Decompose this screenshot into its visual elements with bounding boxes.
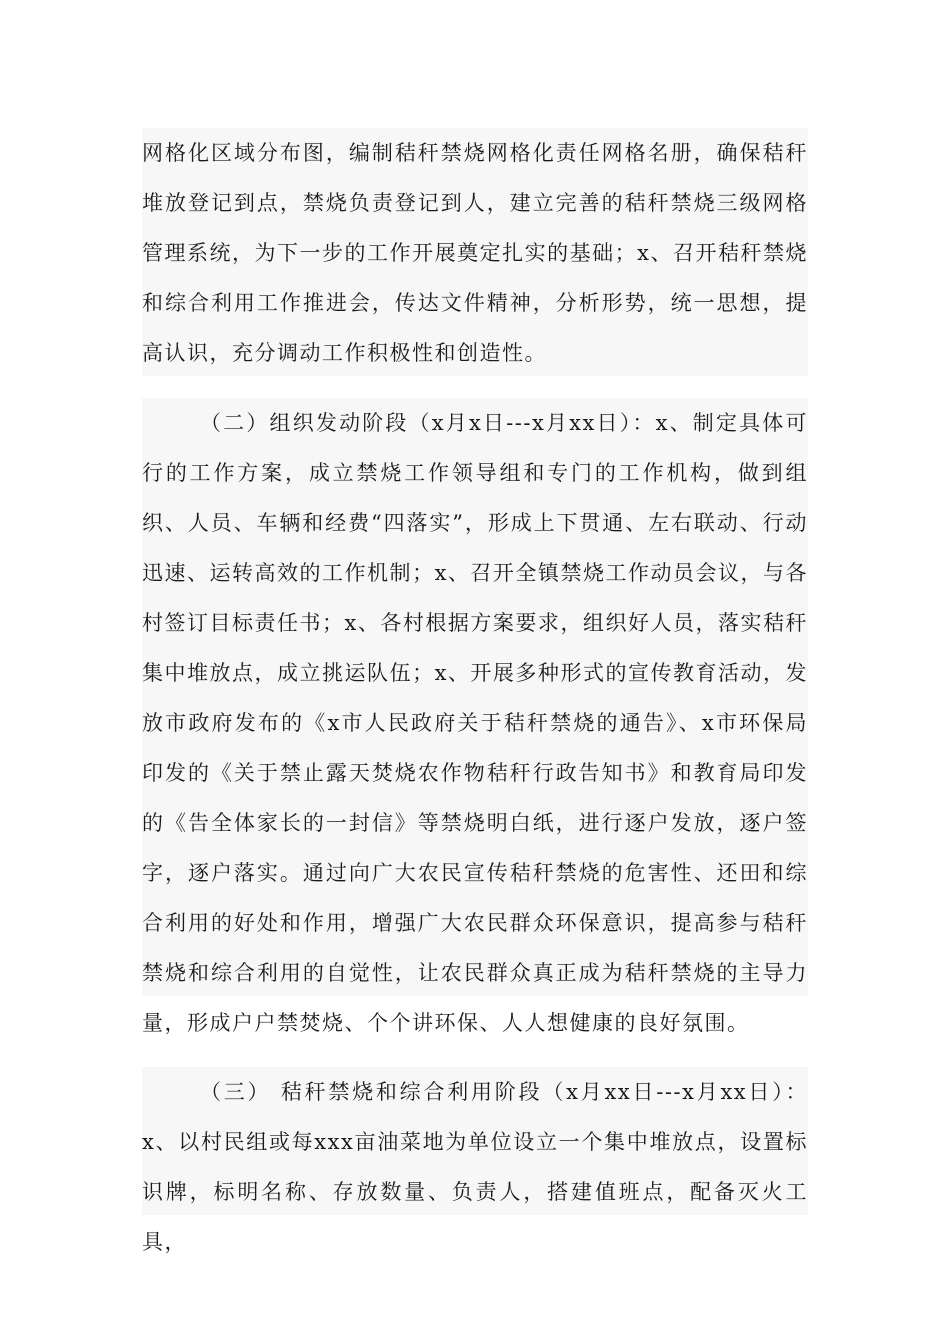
text-block-1 <box>142 128 808 376</box>
paragraph-straw-ban-utilization: （三） 秸秆禁烧和综合利用阶段（x月xx日---x月xx日）：x、以村民组或每xxx亩油菜地为单位设立一个集中堆放点，设置标识牌，标明名称、存放数量、负责人，搭建值班点，配备灭火工具， <box>142 1080 808 1254</box>
text-block-3 <box>142 1067 808 1254</box>
paragraph-organize-mobilize: （二）组织发动阶段（x月x日---x月xx日）：x、制定具体可行的工作方案，成立禁烧工作领导组和专门的工作机构，做到组织、人员、车辆和经费“四落实”，形成上下贯通、左右联动、行动迅速、运转高效的工作机制；x、召开全镇禁烧工作动员会议，与各村签订目标责任书；x、各村根据方案要求，组织好人员，落实秸秆集中堆放点，成立挑运队伍；x、开展多种形式的宣传教育活动，发放市政府发布的《x市人民政府关于秸秆禁烧的通告》、x市环保局印发的《关于禁止露天焚烧农作物秸秆行政告知书》和教育局印发的《告全体家长的一封信》等禁烧明白纸，进行逐户发放，逐户签字，逐户落实。通过向广大农民宣传秸秆禁烧的危害性、还田和综合利用的好处和作用，增强广大农民群众环保意识，提高参与秸秆禁烧和综合利用的自觉性，让农民群众真正成为秸秆禁烧的主导力量，形成户户禁焚烧、个个讲环保、人人想健康的良好氛围。 <box>142 411 808 1035</box>
paragraph-continuation: 网格化区域分布图，编制秸秆禁烧网格化责任网格名册，确保秸秆堆放登记到点，禁烧负责登记到人，建立完善的秸秆禁烧三级网格管理系统，为下一步的工作开展奠定扎实的基础；x、召开秸秆禁烧和综合利用工作推进会，传达文件精神，分析形势，统一思想，提高认识，充分调动工作积极性和创造性。 <box>142 141 808 365</box>
text-block-2 <box>142 398 808 1035</box>
